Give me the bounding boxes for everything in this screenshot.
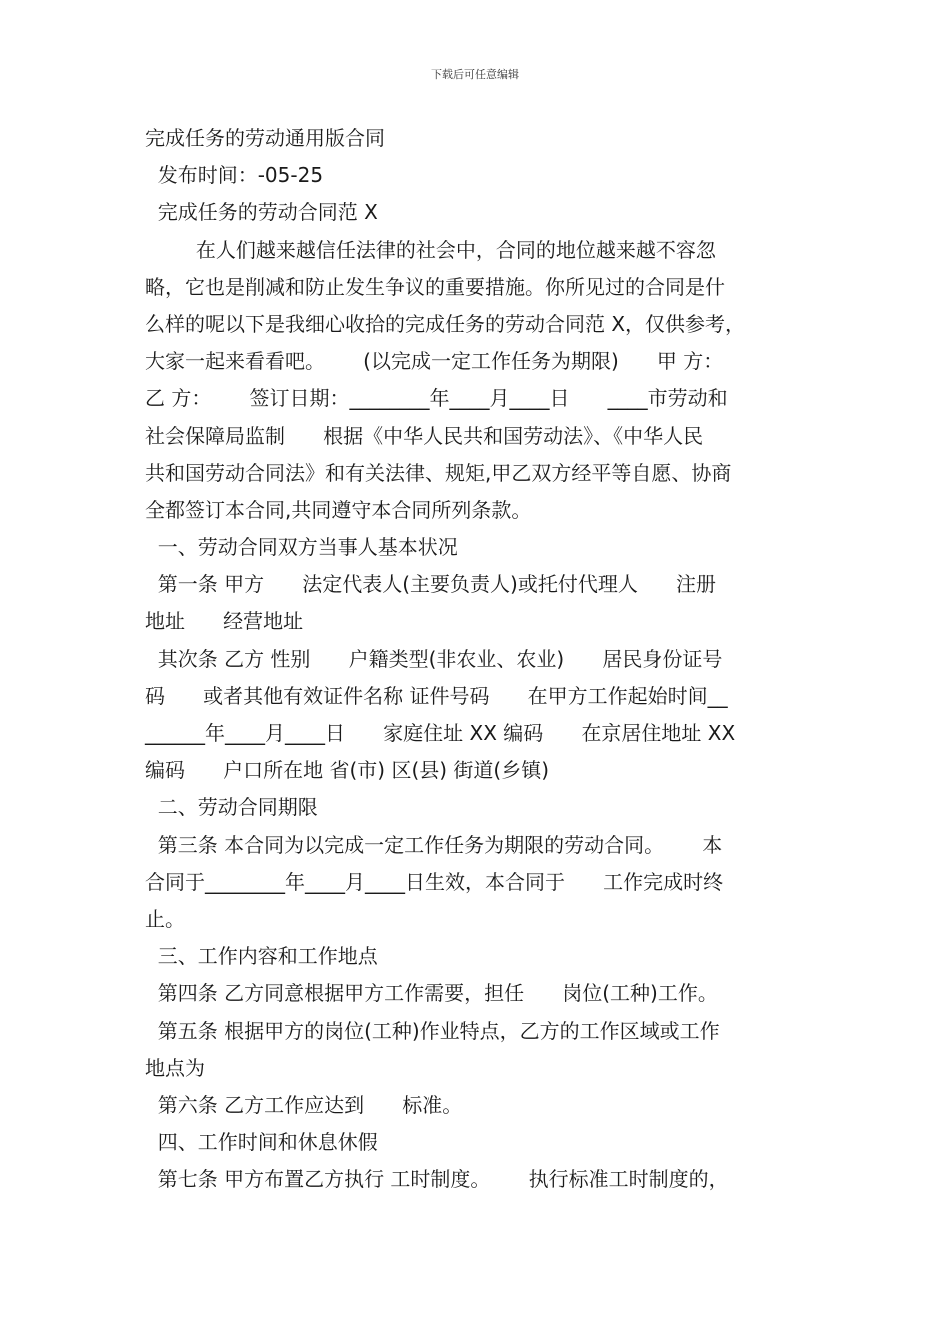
article-line: 地点为	[145, 1055, 205, 1080]
article-line: 合同于________年____月____日生效，本合同于 工作完成时终	[145, 869, 724, 894]
paragraph-line: 大家一起来看看吧。 (以完成一定工作任务为期限) 甲 方：	[145, 349, 724, 374]
document-body	[145, 120, 810, 1198]
article-line: 其次条 乙方 性别 户籍类型(非农业、农业) 居民身份证号	[145, 646, 723, 671]
article-line: 第三条 本合同为以完成一定工作任务为期限的劳动合同。 本	[145, 832, 723, 857]
publish-date: 发布时间：-05-25	[145, 163, 324, 188]
section-heading: 二、劳动合同期限	[145, 795, 318, 820]
paragraph-line: 全都签订本合同,共同遵守本合同所列条款。	[145, 497, 532, 522]
paragraph-line: 么样的呢以下是我细心收拾的完成任务的劳动合同范 X，仅供参考，	[145, 311, 746, 336]
article-line: ______年____月____日 家庭住址 XX 编码 在京居住地址 XX	[145, 721, 736, 745]
section-heading: 一、劳动合同双方当事人基本状况	[145, 535, 458, 560]
paragraph-line: 乙 方： 签订日期：________年____月____日 ____市劳动和	[145, 386, 728, 411]
document-subtitle: 完成任务的劳动合同范 X	[145, 200, 378, 225]
article-line: 第七条 甲方布置乙方执行 工时制度。 执行标准工时制度的，	[145, 1167, 729, 1192]
paragraph-line: 略，它也是削减和防止发生争议的重要措施。你所见过的合同是什	[145, 274, 725, 299]
article-line: 第六条 乙方工作应达到 标准。	[145, 1092, 463, 1117]
document-title: 完成任务的劳动通用版合同	[145, 126, 385, 150]
article-line: 第五条 根据甲方的岗位(工种)作业特点，乙方的工作区域或工作	[145, 1018, 720, 1043]
article-line: 地址 经营地址	[145, 609, 304, 634]
section-heading: 三、工作内容和工作地点	[145, 944, 378, 969]
page-header-note: 下载后可任意编辑	[431, 68, 519, 81]
paragraph-line: 在人们越来越信任法律的社会中，合同的地位越来越不容忽	[145, 237, 716, 262]
article-line: 第四条 乙方同意根据甲方工作需要，担任 岗位(工种)工作。	[145, 981, 718, 1006]
article-line: 止。	[145, 906, 185, 931]
article-line: 第一条 甲方 法定代表人(主要负责人)或托付代理人 注册	[145, 572, 716, 597]
paragraph-line: 社会保障局监制 根据《中华人民共和国劳动法》、《中华人民	[145, 423, 704, 448]
paragraph-line: 共和国劳动合同法》和有关法律、规矩,甲乙双方经平等自愿、协商	[145, 460, 732, 485]
article-line: 码 或者其他有效证件名称 证件号码 在甲方工作起始时间__	[145, 683, 728, 708]
article-line: 编码 户口所在地 省(市) 区(县) 街道(乡镇)	[145, 758, 550, 783]
section-heading: 四、工作时间和休息休假	[145, 1130, 378, 1155]
